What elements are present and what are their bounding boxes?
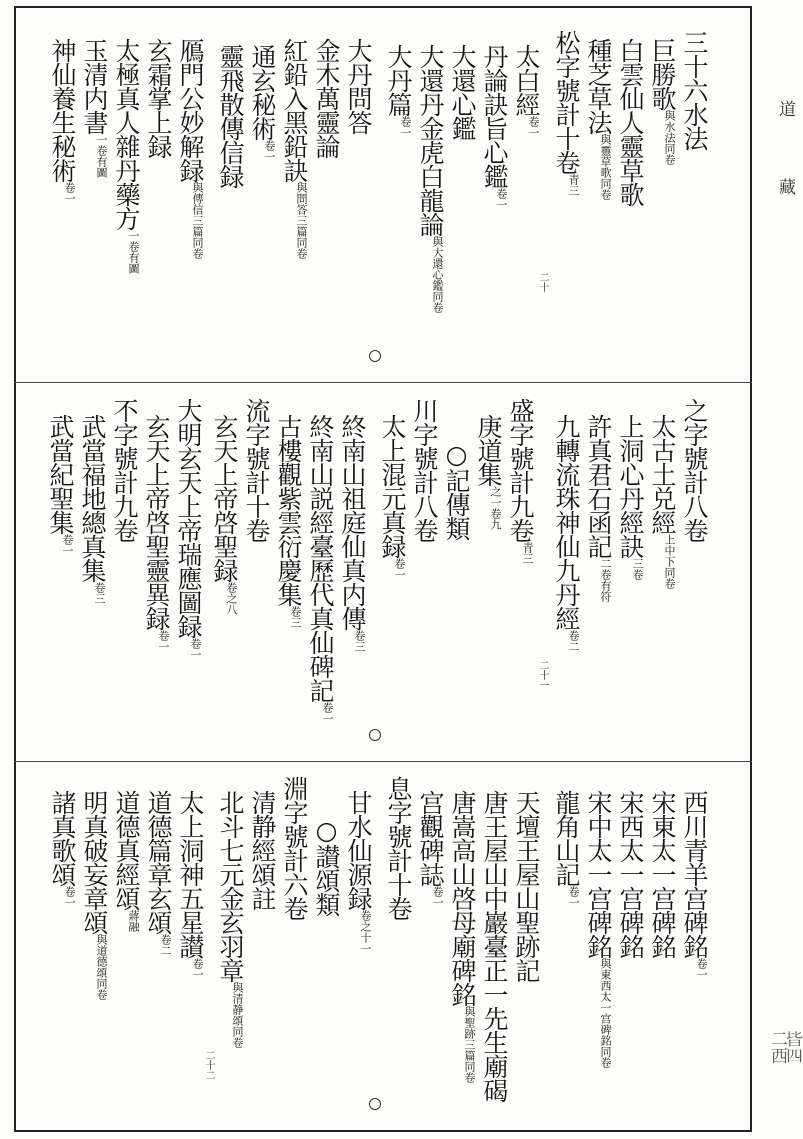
catalog-entry <box>80 414 105 604</box>
entry-note: 卷一 <box>191 958 204 980</box>
entry-note: 卷一 <box>63 886 76 908</box>
catalog-entry <box>508 398 533 564</box>
entry-title: 清静經頌註 <box>248 790 277 910</box>
entry-title: 種芝草法 <box>584 38 613 134</box>
catalog-entry <box>554 30 579 196</box>
entry-title: 諸真歌頌 <box>48 790 77 886</box>
catalog-entry <box>418 44 443 313</box>
catalog-entry <box>482 790 507 1102</box>
entry-title: 終南山説經臺歷代真仙碑記 <box>306 414 335 702</box>
entry-note: 卷二 <box>159 934 172 956</box>
catalog-entry <box>276 414 301 628</box>
catalog-entry <box>50 790 75 908</box>
entry-note: 卷一 <box>393 558 406 580</box>
entry-title: 丹論訣旨心鑑 <box>480 44 509 188</box>
entry-title: 玄天上帝啓聖録 <box>210 414 239 582</box>
entry-note: 卷之十一 <box>359 910 372 954</box>
catalog-entry <box>682 30 707 150</box>
entry-note: 與靈草歌同卷 <box>599 134 612 200</box>
entry-note: 青三 <box>567 174 580 196</box>
entry-note: 之一卷九 <box>489 486 502 530</box>
entry-title: 大還心鑑 <box>448 44 477 140</box>
entry-note: 卷一 <box>61 534 74 556</box>
catalog-entry <box>514 790 539 982</box>
catalog-entry <box>386 776 411 920</box>
catalog-entry <box>346 38 371 134</box>
catalog-entry <box>308 414 333 724</box>
catalog-entry <box>50 38 75 204</box>
catalog-entry <box>144 414 169 652</box>
catalog-entry <box>554 790 579 908</box>
entry-title: 武當紀聖集 <box>46 414 75 534</box>
entry-title: 淵字號計六卷 <box>280 776 309 920</box>
catalog-entry <box>146 790 171 956</box>
catalog-entry <box>618 790 643 958</box>
catalog-entry <box>618 38 643 206</box>
entry-title: 息字號計十卷 <box>384 776 413 920</box>
catalog-entry <box>450 790 475 1083</box>
entry-title: 通玄秘術 <box>248 44 277 140</box>
entry-title: 紅鉛入黑鉛訣 <box>280 38 309 182</box>
entry-note: 與聖跡三篇同卷 <box>463 1006 476 1083</box>
entry-title: 盛字號計九卷 <box>506 398 535 542</box>
entry-note: 卷三 <box>353 630 366 652</box>
catalog-entry <box>212 414 237 615</box>
catalog-entry <box>114 38 139 274</box>
entry-note: 與清静頌同卷 <box>231 982 244 1048</box>
entry-note: 卷二 <box>567 630 580 652</box>
entry-note: 卷之八 <box>225 582 238 615</box>
page-number: 二十 <box>537 272 548 292</box>
catalog-entry <box>244 398 269 542</box>
entry-title: 終南山祖庭仙真内傳 <box>338 414 367 630</box>
entry-note: 上中下同卷 <box>663 534 676 589</box>
entry-note: 與東西太一宫碑銘同卷 <box>599 958 612 1068</box>
entry-note: 青三 <box>521 542 534 564</box>
margin-bottom-a: 二西 <box>767 1030 787 1064</box>
catalog-entry <box>218 44 243 188</box>
entry-title: 白雲仙人靈草歌 <box>616 38 645 206</box>
entry-title: 許真君石函記 <box>584 414 613 558</box>
entry-title: 巨勝歌 <box>648 38 677 110</box>
section-divider-1 <box>14 382 752 383</box>
entry-note: 二卷有符 <box>599 558 612 602</box>
entry-title: 玉清内書 <box>80 38 109 134</box>
binding-hole-3 <box>369 1098 381 1110</box>
catalog-entry <box>386 44 411 138</box>
entry-note: 一卷有圖 <box>95 134 108 178</box>
margin-char-mid: 藏 <box>775 178 795 195</box>
page-number: 二十二 <box>203 1050 214 1080</box>
catalog-entry <box>114 790 139 932</box>
entry-title: 鴈門公妙解録 <box>176 38 205 182</box>
entry-title: 唐王屋山中巖臺正一先生廟碣 <box>480 790 509 1102</box>
entry-note: 與傳信三篇同卷 <box>191 182 204 259</box>
entry-note: 一卷有圖 <box>127 230 140 274</box>
entry-title: 大丹問答 <box>344 38 373 134</box>
entry-note: 卷一 <box>321 702 334 724</box>
catalog-entry <box>176 398 201 660</box>
catalog-entry <box>682 790 707 980</box>
entry-title: 大還丹金虎白龍論 <box>416 44 445 236</box>
margin-bottom-b: 𣅜四 <box>783 1030 803 1064</box>
entry-title: 大明玄天上帝瑞應圖録 <box>174 398 203 638</box>
catalog-entry <box>340 414 365 652</box>
section-divider-2 <box>14 761 752 762</box>
entry-note: 卷一 <box>431 886 444 908</box>
entry-title: 天壇王屋山聖跡記 <box>512 790 541 982</box>
catalog-entry <box>250 44 275 162</box>
catalog-entry <box>418 790 443 908</box>
catalog-entry <box>250 790 275 910</box>
entry-note: 與水法同卷 <box>663 110 676 165</box>
entry-note: 卷一 <box>189 638 202 660</box>
entry-note: 卷一 <box>567 886 580 908</box>
catalog-entry <box>412 398 437 542</box>
catalog-entry <box>178 790 203 980</box>
entry-title: 上洞心丹經訣 <box>616 414 645 558</box>
catalog-entry <box>482 44 507 210</box>
catalog-entry <box>314 38 339 158</box>
entry-title: 三十六水法 <box>680 30 709 150</box>
catalog-entry <box>514 44 539 138</box>
entry-title: 金木萬靈論 <box>312 38 341 158</box>
catalog-entry <box>282 776 307 920</box>
entry-title: 宋西太一宫碑銘 <box>616 790 645 958</box>
catalog-entry <box>82 38 107 178</box>
catalog-entry <box>586 38 611 200</box>
catalog-entry <box>218 790 243 1048</box>
entry-title: 太古土兑經 <box>648 414 677 534</box>
entry-title: 道德真經頌 <box>112 790 141 910</box>
entry-title: 庚道集 <box>474 414 503 486</box>
page-number: 二十一 <box>537 660 548 690</box>
binding-hole-1 <box>369 350 381 362</box>
entry-title: 流字號計十卷 <box>242 398 271 542</box>
entry-note: 與道德頌同卷 <box>95 934 108 1000</box>
catalog-entry <box>444 440 469 540</box>
catalog-entry <box>682 398 707 542</box>
entry-title: 唐嵩高山啓母廟碑銘 <box>448 790 477 1006</box>
catalog-entry <box>586 790 611 1068</box>
entry-title: 神仙養生秘術 <box>48 38 77 182</box>
entry-note: 蔣融 <box>127 910 140 932</box>
entry-note: 與問答三篇同卷 <box>295 182 308 259</box>
entry-note: 卷一 <box>63 182 76 204</box>
entry-title: 武當福地總真集 <box>78 414 107 582</box>
entry-title: 大丹篇 <box>384 44 413 116</box>
catalog-entry <box>112 398 137 542</box>
entry-title: 龍角山記 <box>552 790 581 886</box>
entry-title: 松字號計十卷 <box>552 30 581 174</box>
catalog-entry <box>554 414 579 652</box>
entry-title: 古樓觀紫雲衍慶集 <box>274 414 303 606</box>
entry-title: 太白經 <box>512 44 541 116</box>
entry-note: 與大還心鑑同卷 <box>431 236 444 313</box>
entry-note: 卷一 <box>263 140 276 162</box>
entry-title: 西川青羊宫碑銘 <box>680 790 709 958</box>
entry-title: ○讃頌類 <box>312 816 341 916</box>
catalog-entry <box>282 38 307 259</box>
entry-title: 宋中太一宫碑銘 <box>584 790 613 958</box>
entry-title: 太上洞神五星讃 <box>176 790 205 958</box>
catalog-entry <box>314 816 339 916</box>
catalog-entry <box>618 414 643 580</box>
entry-title: 太上混元真録 <box>378 414 407 558</box>
entry-title: 明真破妄章頌 <box>80 790 109 934</box>
catalog-entry <box>650 38 675 165</box>
catalog-entry <box>586 414 611 602</box>
catalog-entry <box>476 414 501 530</box>
entry-title: ○記傳類 <box>442 440 471 540</box>
entry-title: 九轉流珠神仙九丹經 <box>552 414 581 630</box>
catalog-entry <box>82 790 107 1000</box>
entry-title: 川字號計八卷 <box>410 398 439 542</box>
entry-note: 卷一 <box>527 116 540 138</box>
catalog-entry <box>48 414 73 556</box>
margin-char-top: 道 <box>775 100 795 117</box>
entry-title: 宫觀碑誌 <box>416 790 445 886</box>
entry-title: 玄天上帝啓聖靈異録 <box>142 414 171 630</box>
entry-note: 卷一 <box>157 630 170 652</box>
entry-title: 北斗七元金玄羽章 <box>216 790 245 982</box>
entry-title: 太極真人雜丹藥方 <box>112 38 141 230</box>
entry-note: 卷三 <box>289 606 302 628</box>
entry-title: 靈飛散傳信録 <box>216 44 245 188</box>
catalog-entry <box>178 38 203 259</box>
binding-hole-2 <box>369 729 381 741</box>
entry-note: 三卷 <box>631 558 644 580</box>
entry-note: 卷一 <box>495 188 508 210</box>
catalog-entry <box>650 414 675 589</box>
catalog-entry <box>650 790 675 958</box>
entry-title: 甘水仙源録 <box>344 790 373 910</box>
entry-note: 卷一 <box>695 958 708 980</box>
catalog-entry <box>346 790 371 954</box>
entry-note: 卷三 <box>93 582 106 604</box>
entry-title: 宋東太一宫碑銘 <box>648 790 677 958</box>
catalog-entry <box>380 414 405 580</box>
catalog-entry <box>450 44 475 140</box>
catalog-entry <box>146 38 171 158</box>
entry-note: 卷一 <box>399 116 412 138</box>
entry-title: 不字號計九卷 <box>110 398 139 542</box>
entry-title: 玄霜掌上録 <box>144 38 173 158</box>
entry-title: 道德篇章玄頌 <box>144 790 173 934</box>
entry-title: 之字號計八卷 <box>680 398 709 542</box>
